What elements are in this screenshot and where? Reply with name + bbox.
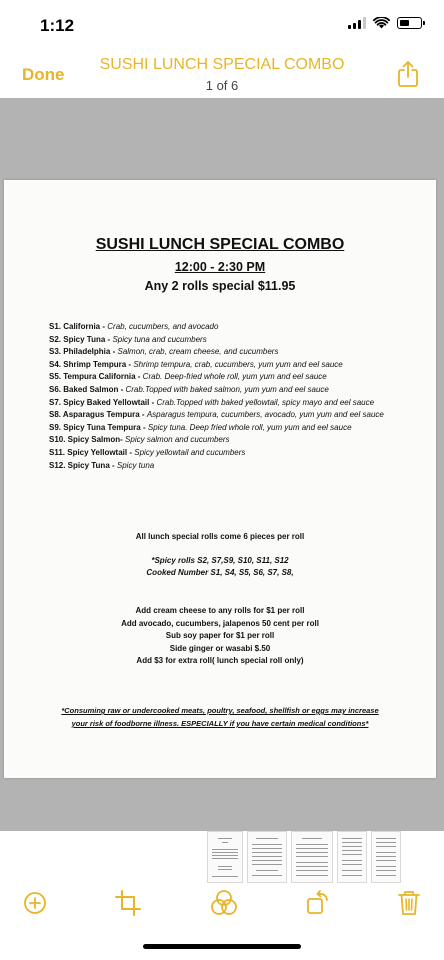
wifi-icon xyxy=(373,17,390,29)
page-thumbnail[interactable] xyxy=(291,831,333,883)
spicy-rolls-note: *Spicy rolls S2, S7,S9, S10, S11, S12 xyxy=(151,556,289,565)
roll-item: S8. Asparagus Tempura - Asparagus tempura, cucumbers, avocado, yum yum and eel sauce xyxy=(49,410,384,420)
page-thumbnail-strip xyxy=(0,831,444,885)
roll-item: S2. Spicy Tuna - Spicy tuna and cucumbers xyxy=(49,334,207,344)
document-viewer[interactable] xyxy=(0,98,444,831)
addon-item: Sub soy paper for $1 per roll xyxy=(165,631,275,641)
status-icons xyxy=(348,17,422,29)
status-bar xyxy=(0,0,444,50)
roll-item: S3. Philadelphia - Salmon, crab, cream cheese, and cucumbers xyxy=(49,347,279,357)
addon-item: Add avocado, cucumbers, jalapenos 50 cent per roll xyxy=(121,618,319,628)
rotate-icon[interactable] xyxy=(302,887,334,919)
pieces-note: All lunch special rolls come 6 pieces per roll xyxy=(135,532,305,541)
roll-item: S12. Spicy Tuna - Spicy tuna xyxy=(49,460,155,470)
done-button[interactable]: Done xyxy=(22,65,65,84)
battery-icon xyxy=(397,17,422,29)
roll-item: S6. Baked Salmon - Crab.Topped with baked salmon, yum yum and eel sauce xyxy=(49,384,329,394)
roll-item: S7. Spicy Baked Yellowtail - Crab.Topped with baked yellowtail, spicy mayo and eel sauce xyxy=(49,397,375,407)
page-thumbnail[interactable] xyxy=(207,831,243,883)
document-page xyxy=(4,180,436,778)
share-icon[interactable] xyxy=(396,60,420,88)
add-circle-icon[interactable] xyxy=(19,887,51,919)
menu-price: Any 2 rolls special $11.95 xyxy=(144,279,296,293)
roll-list xyxy=(49,321,429,472)
roll-item: S5. Tempura California - Crab. Deep-fried whole roll, yum yum and eel sauce xyxy=(49,372,327,382)
filter-icon[interactable] xyxy=(208,887,240,919)
menu-hours: 12:00 - 2:30 PM xyxy=(174,260,266,274)
addon-item: Add cream cheese to any rolls for $1 per roll xyxy=(135,606,305,615)
addon-item: Add $3 for extra roll( lunch special roll only) xyxy=(136,656,304,666)
addon-item: Side ginger or wasabi $.50 xyxy=(169,643,271,653)
cooked-rolls-note: Cooked Number S1, S4, S5, S6, S7, S8, xyxy=(146,568,294,577)
home-indicator[interactable] xyxy=(143,944,301,949)
trash-icon[interactable] xyxy=(393,887,425,919)
menu-title: SUSHI LUNCH SPECIAL COMBO xyxy=(95,236,345,253)
page-counter: 1 of 6 xyxy=(205,78,239,93)
crop-icon[interactable] xyxy=(112,887,144,919)
page-thumbnail[interactable] xyxy=(371,831,401,883)
roll-item: S1. California - Crab, cucumbers, and avocado xyxy=(49,322,219,331)
disclaimer-line-1: *Consuming raw or undercooked meats, poultry, seafood, shellfish or eggs may increase xyxy=(61,706,379,715)
roll-item: S9. Spicy Tuna Tempura - Spicy tuna. Deep fried whole roll, yum yum and eel sauce xyxy=(49,422,352,432)
addon-list xyxy=(4,605,436,668)
cellular-signal-icon xyxy=(348,17,366,29)
nav-bar xyxy=(0,50,444,98)
disclaimer-line-2: your risk of foodborne illness. ESPECIALLY if you have certain medical conditions* xyxy=(71,719,369,728)
page-thumbnail[interactable] xyxy=(337,831,367,883)
status-time: 1:12 xyxy=(40,16,75,35)
document-title: SUSHI LUNCH SPECIAL COMBO xyxy=(99,56,345,73)
page-thumbnail[interactable] xyxy=(247,831,287,883)
bottom-toolbar xyxy=(0,885,444,927)
roll-item: S4. Shrimp Tempura - Shrimp tempura, crab, cucumbers, yum yum and eel sauce xyxy=(49,359,343,369)
roll-item: S11. Spicy Yellowtail - Spicy yellowtail and cucumbers xyxy=(49,447,246,457)
roll-item: S10. Spicy Salmon- Spicy salmon and cucumbers xyxy=(49,435,230,445)
